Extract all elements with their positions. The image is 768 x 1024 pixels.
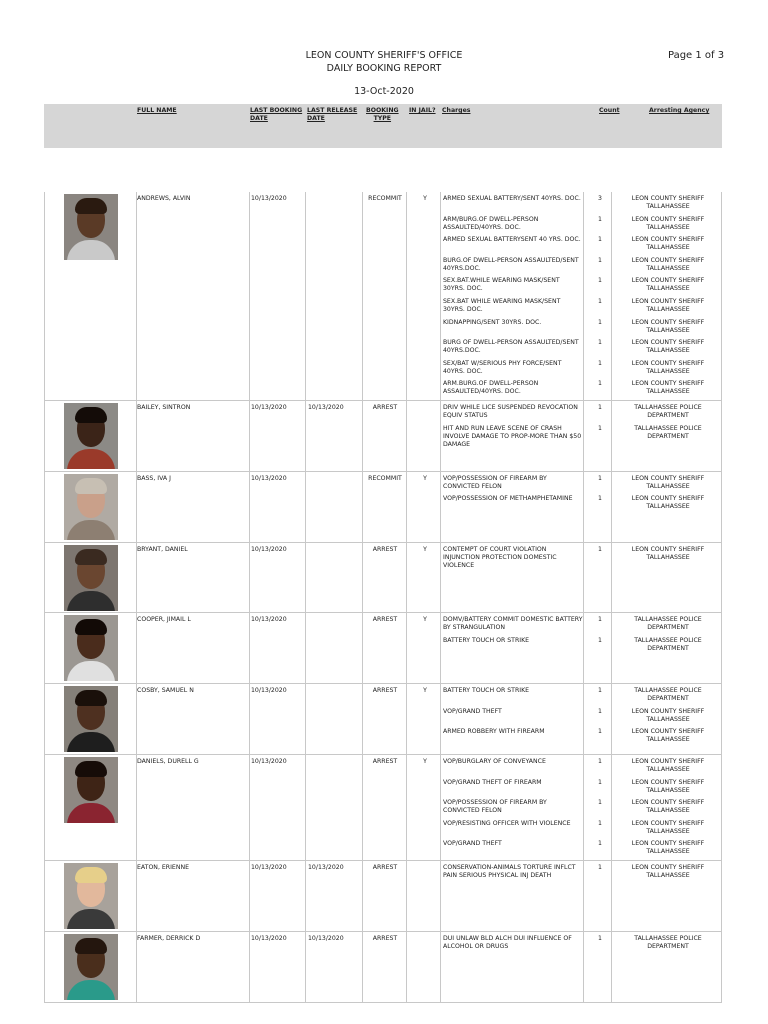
column-divider: [249, 932, 250, 1002]
in-jail: Y: [423, 195, 427, 202]
full-name: BRYANT, DANIEL: [137, 545, 188, 553]
column-divider: [440, 932, 441, 1002]
charge-text: VOP/POSSESSION OF METHAMPHETAMINE: [443, 495, 573, 503]
mugshot-hair: [75, 867, 107, 883]
charge-count: 1: [598, 819, 602, 827]
charge-count: 1: [598, 799, 602, 807]
arresting-agency: TALLAHASSEE POLICE DEPARTMENT: [634, 616, 702, 632]
column-divider: [440, 684, 441, 754]
column-divider: [611, 932, 612, 1002]
charge-text: CONSERVATION-ANIMALS TORTURE INFLCT PAIN SERIOUS PHYSICAL INJ DEATH: [443, 863, 576, 879]
report-date: 13-Oct-2020: [354, 86, 414, 97]
mugshot-shirt: [67, 240, 115, 260]
in-jail: Y: [423, 616, 427, 624]
charge-count: 1: [598, 636, 602, 644]
table-row: [44, 401, 722, 472]
column-divider: [249, 192, 250, 400]
column-divider: [136, 755, 137, 860]
charge-text: VOP/RESISTING OFFICER WITH VIOLENCE: [443, 819, 571, 827]
arresting-agency: LEON COUNTY SHERIFF TALLAHASSEE: [631, 236, 705, 252]
column-divider: [440, 861, 441, 931]
charge-text: ARMED SEXUAL BATTERY/SENT 40YRS. DOC.: [443, 195, 581, 202]
charge-text: ARMED SEXUAL BATTERYSENT 40 YRS. DOC.: [443, 236, 581, 244]
last-release-date: 10/13/2020: [308, 863, 344, 871]
arresting-agency: LEON COUNTY SHERIFF TALLAHASSEE: [631, 545, 705, 561]
mugshot-photo: [64, 403, 118, 469]
charge-text: DRIV WHILE LICE SUSPENDED REVOCATION EQUIV STATUS: [443, 404, 578, 419]
column-divider: [305, 755, 306, 860]
column-divider: [583, 192, 584, 400]
charge-text: SEX.BAT.WHILE WEARING MASK/SENT 30YRS. DOC.: [443, 277, 560, 293]
full-name: BAILEY, SINTRON: [137, 404, 191, 411]
booking-type: ARREST: [372, 757, 398, 765]
column-divider: [305, 613, 306, 683]
mugshot-photo: [64, 934, 118, 1000]
column-divider: [305, 472, 306, 542]
arresting-agency: TALLAHASSEE POLICE DEPARTMENT: [634, 424, 702, 440]
arresting-agency: LEON COUNTY SHERIFF TALLAHASSEE: [631, 318, 705, 334]
mugshot-hair: [75, 198, 107, 214]
table-row: [44, 472, 722, 543]
last-booking-date: 10/13/2020: [251, 474, 287, 482]
last-booking-date: 10/13/2020: [251, 616, 287, 624]
charge-count: 1: [598, 404, 602, 411]
charge-text: ARM.BURG.OF DWELL-PERSON ASSAULTED/40YRS. DOC.: [443, 380, 539, 396]
col-charges: Charges: [442, 107, 471, 114]
arresting-agency: TALLAHASSEE POLICE DEPARTMENT: [634, 934, 702, 950]
full-name: COSBY, SAMUEL N: [137, 687, 194, 695]
charge-text: VOP/GRAND THEFT OF FIREARM: [443, 778, 542, 786]
booking-table: [44, 104, 722, 1003]
column-divider: [362, 192, 363, 400]
arresting-agency: LEON COUNTY SHERIFF TALLAHASSEE: [631, 277, 705, 293]
charge-text: CONTEMPT OF COURT VIOLATION INJUNCTION PROTECTION DOMESTIC VIOLENCE: [443, 545, 557, 569]
arresting-agency: TALLAHASSEE POLICE DEPARTMENT: [634, 636, 702, 652]
arresting-agency: TALLAHASSEE POLICE DEPARTMENT: [634, 404, 702, 419]
mugshot-photo: [64, 686, 118, 752]
charge-count: 1: [598, 339, 602, 347]
full-name: COOPER, JIMAIL L: [137, 616, 191, 624]
charge-count: 1: [598, 256, 602, 264]
mugshot-shirt: [67, 520, 115, 540]
arresting-agency: LEON COUNTY SHERIFF TALLAHASSEE: [631, 380, 705, 396]
mugshot-photo: [64, 615, 118, 681]
table-header: [44, 104, 722, 148]
booking-type: ARREST: [372, 404, 398, 411]
office-title: LEON COUNTY SHERIFF'S OFFICE: [305, 50, 463, 61]
mugshot-photo: [64, 863, 118, 929]
mugshot-shirt: [67, 661, 115, 681]
arresting-agency: LEON COUNTY SHERIFF TALLAHASSEE: [631, 195, 705, 210]
charge-text: ARMED ROBBERY WITH FIREARM: [443, 728, 545, 736]
column-divider: [305, 861, 306, 931]
arresting-agency: LEON COUNTY SHERIFF TALLAHASSEE: [631, 495, 705, 511]
mugshot-photo: [64, 757, 118, 823]
column-divider: [305, 543, 306, 613]
charge-text: VOP/POSSESSION OF FIREARM BY CONVICTED FELON: [443, 474, 547, 490]
charge-count: 3: [598, 195, 602, 202]
charge-text: ARM/BURG.OF DWELL-PERSON ASSAULTED/40YRS. DOC.: [443, 215, 539, 231]
col-arresting-agency: Arresting Agency: [649, 107, 710, 114]
column-divider: [249, 755, 250, 860]
charge-count: 1: [598, 215, 602, 223]
column-divider: [249, 684, 250, 754]
arresting-agency: LEON COUNTY SHERIFF TALLAHASSEE: [631, 359, 705, 375]
charge-count: 1: [598, 863, 602, 871]
column-divider: [362, 755, 363, 860]
charge-text: BURG.OF DWELL-PERSON ASSAULTED/SENT 40YRS.DOC.: [443, 256, 579, 272]
mugshot-hair: [75, 619, 107, 635]
in-jail: Y: [423, 545, 427, 553]
column-divider: [249, 613, 250, 683]
charge-text: BATTERY TOUCH OR STRIKE: [443, 687, 530, 695]
table-row: [44, 543, 722, 614]
column-divider: [583, 932, 584, 1002]
booking-type: ARREST: [372, 616, 398, 624]
column-divider: [611, 401, 612, 471]
mugshot-hair: [75, 938, 107, 954]
charge-count: 1: [598, 778, 602, 786]
column-divider: [583, 472, 584, 542]
column-divider: [406, 192, 407, 400]
col-booking-type: BOOKING TYPE: [366, 107, 399, 122]
charge-count: 1: [598, 495, 602, 503]
column-divider: [583, 755, 584, 860]
arresting-agency: LEON COUNTY SHERIFF TALLAHASSEE: [631, 728, 705, 744]
charge-text: VOP/GRAND THEFT: [443, 707, 502, 715]
column-divider: [440, 543, 441, 613]
arresting-agency: LEON COUNTY SHERIFF TALLAHASSEE: [631, 863, 705, 879]
column-divider: [611, 543, 612, 613]
in-jail: Y: [423, 687, 427, 695]
last-booking-date: 10/13/2020: [251, 934, 287, 942]
charge-text: DUI UNLAW BLD ALCH DUI INFLUENCE OF ALCOHOL OR DRUGS: [443, 934, 572, 950]
mugshot-hair: [75, 407, 107, 423]
arresting-agency: LEON COUNTY SHERIFF TALLAHASSEE: [631, 757, 705, 773]
col-full-name: FULL NAME: [137, 107, 177, 114]
last-booking-date: 10/13/2020: [251, 545, 287, 553]
charge-count: 1: [598, 359, 602, 367]
arresting-agency: LEON COUNTY SHERIFF TALLAHASSEE: [631, 256, 705, 272]
charge-count: 1: [598, 707, 602, 715]
column-divider: [611, 861, 612, 931]
arresting-agency: LEON COUNTY SHERIFF TALLAHASSEE: [631, 778, 705, 794]
booking-type: RECOMMIT: [368, 195, 402, 202]
report-title: DAILY BOOKING REPORT: [326, 63, 442, 74]
table-row: [44, 932, 722, 1003]
booking-type: ARREST: [372, 934, 398, 942]
arresting-agency: LEON COUNTY SHERIFF TALLAHASSEE: [631, 215, 705, 231]
full-name: BASS, IVA J: [137, 474, 171, 482]
last-booking-date: 10/13/2020: [251, 863, 287, 871]
charge-text: VOP/POSSESSION OF FIREARM BY CONVICTED FELON: [443, 799, 547, 815]
last-release-date: 10/13/2020: [308, 934, 344, 942]
table-row: [44, 613, 722, 684]
charge-text: SEX.BAT WHILE WEARING MASK/SENT 30YRS. DOC.: [443, 298, 561, 313]
mugshot-shirt: [67, 980, 115, 1000]
column-divider: [440, 472, 441, 542]
col-last-release-date: LAST RELEASE DATE: [307, 107, 358, 122]
column-divider: [305, 684, 306, 754]
arresting-agency: TALLAHASSEE POLICE DEPARTMENT: [634, 687, 702, 703]
charge-text: SEX/BAT W/SERIOUS PHY FORCE/SENT 40YRS. DOC.: [443, 359, 562, 375]
column-divider: [583, 684, 584, 754]
column-divider: [249, 401, 250, 471]
column-divider: [583, 613, 584, 683]
charge-count: 1: [598, 757, 602, 765]
in-jail: Y: [423, 757, 427, 765]
charge-count: 1: [598, 545, 602, 553]
column-divider: [440, 192, 441, 400]
last-booking-date: 10/13/2020: [251, 687, 287, 695]
mugshot-shirt: [67, 591, 115, 611]
charge-text: DOMV/BATTERY COMMIT DOMESTIC BATTERY BY STRANGULATION: [443, 616, 583, 632]
column-divider: [305, 401, 306, 471]
column-divider: [440, 401, 441, 471]
column-divider: [305, 932, 306, 1002]
full-name: EATON, ERIENNE: [137, 863, 189, 871]
col-in-jail: IN JAIL?: [409, 107, 436, 114]
mugshot-hair: [75, 690, 107, 706]
arresting-agency: LEON COUNTY SHERIFF TALLAHASSEE: [631, 840, 705, 856]
column-divider: [249, 861, 250, 931]
last-release-date: 10/13/2020: [308, 404, 344, 411]
last-booking-date: 10/13/2020: [251, 195, 287, 202]
charge-count: 1: [598, 318, 602, 326]
mugshot-shirt: [67, 732, 115, 752]
mugshot-shirt: [67, 803, 115, 823]
table-row: [44, 684, 722, 755]
column-divider: [583, 401, 584, 471]
charge-count: 1: [598, 840, 602, 848]
table-row: [44, 755, 722, 861]
arresting-agency: LEON COUNTY SHERIFF TALLAHASSEE: [631, 707, 705, 723]
column-divider: [249, 472, 250, 542]
column-divider: [611, 755, 612, 860]
arresting-agency: LEON COUNTY SHERIFF TALLAHASSEE: [631, 819, 705, 835]
table-row: [44, 861, 722, 932]
table-row: [44, 192, 722, 401]
mugshot-photo: [64, 194, 118, 260]
charge-count: 1: [598, 236, 602, 244]
booking-type: ARREST: [372, 863, 398, 871]
charge-count: 1: [598, 277, 602, 285]
charge-count: 1: [598, 934, 602, 942]
booking-type: ARREST: [372, 687, 398, 695]
full-name: ANDREWS, ALVIN: [137, 195, 191, 202]
charge-text: BATTERY TOUCH OR STRIKE: [443, 636, 530, 644]
booking-type: RECOMMIT: [368, 474, 402, 482]
charge-text: VOP/BURGLARY OF CONVEYANCE: [443, 757, 546, 765]
column-divider: [611, 684, 612, 754]
column-divider: [440, 613, 441, 683]
column-divider: [583, 861, 584, 931]
last-booking-date: 10/13/2020: [251, 757, 287, 765]
full-name: FARMER, DERRICK D: [137, 934, 201, 942]
arresting-agency: LEON COUNTY SHERIFF TALLAHASSEE: [631, 339, 705, 355]
charge-text: VOP/GRAND THEFT: [443, 840, 502, 848]
mugshot-hair: [75, 761, 107, 777]
full-name: DANIELS, DURELL G: [137, 757, 199, 765]
mugshot-photo: [64, 474, 118, 540]
column-divider: [611, 613, 612, 683]
charge-text: HIT AND RUN LEAVE SCENE OF CRASH INVOLVE DAMAGE TO PROP-MORE THAN $50 DAMAGE: [443, 424, 582, 448]
arresting-agency: LEON COUNTY SHERIFF TALLAHASSEE: [631, 799, 705, 815]
charge-count: 1: [598, 424, 602, 432]
arresting-agency: LEON COUNTY SHERIFF TALLAHASSEE: [631, 298, 705, 313]
charge-count: 1: [598, 728, 602, 736]
column-divider: [305, 192, 306, 400]
column-divider: [583, 543, 584, 613]
mugshot-hair: [75, 478, 107, 494]
charge-count: 1: [598, 298, 602, 305]
page-number: Page 1 of 3: [668, 50, 725, 61]
column-divider: [440, 755, 441, 860]
charge-count: 1: [598, 687, 602, 695]
charge-count: 1: [598, 380, 602, 388]
column-divider: [611, 192, 612, 400]
mugshot-shirt: [67, 909, 115, 929]
charge-count: 1: [598, 616, 602, 624]
in-jail: Y: [423, 474, 427, 482]
charge-text: BURG OF DWELL-PERSON ASSAULTED/SENT 40YRS.DOC.: [443, 339, 579, 355]
booking-type: ARREST: [372, 545, 398, 553]
col-last-booking-date: LAST BOOKING DATE: [250, 107, 303, 122]
charge-count: 1: [598, 474, 602, 482]
column-divider: [406, 755, 407, 860]
column-divider: [611, 472, 612, 542]
column-divider: [136, 192, 137, 400]
last-booking-date: 10/13/2020: [251, 404, 287, 411]
col-count: Count: [599, 107, 620, 114]
charge-text: KIDNAPPING/SENT 30YRS. DOC.: [443, 318, 542, 326]
mugshot-hair: [75, 549, 107, 565]
table-body: [44, 148, 722, 1003]
column-divider: [249, 543, 250, 613]
mugshot-photo: [64, 545, 118, 611]
mugshot-shirt: [67, 449, 115, 469]
arresting-agency: LEON COUNTY SHERIFF TALLAHASSEE: [631, 474, 705, 490]
header-spacer: [44, 148, 722, 192]
